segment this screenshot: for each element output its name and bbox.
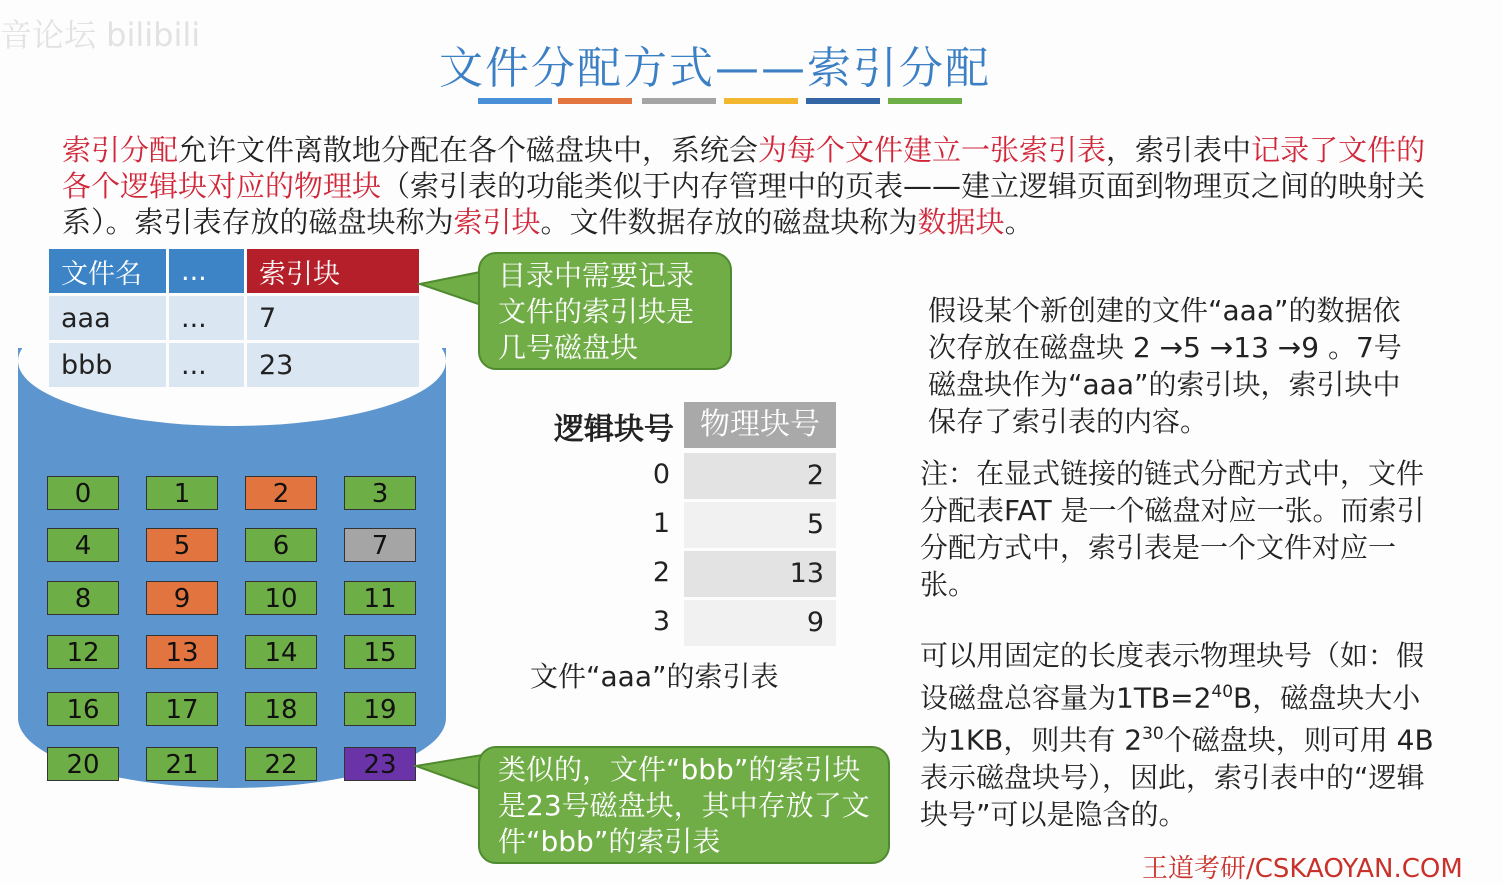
note-fixed-length: 可以用固定的长度表示物理块号（如：假设磁盘总容量为$1TB=2^{40}B$，磁盘块大小为1KB，则共有 $2^{30}$个磁盘块，则可用 4B 表示磁盘块号），因此，索引表中的“逻辑块号”可以是隐含的。 [920, 639, 1434, 831]
disk-block-8: 8 [47, 581, 119, 615]
header-ellipsis: ... [169, 249, 244, 293]
disk-block-4: 4 [47, 528, 119, 562]
disk-block-5: 5 [146, 528, 218, 562]
footer-brand: 王道考研/CSKAOYAN.COM [1142, 854, 1463, 884]
explanation-aaa: 假设某个新创建的文件“aaa”的数据依次存放在磁盘块 2 →5 →13 →9 。7号磁盘块作为“aaa”的索引块，索引块中保存了索引表的内容。 [928, 294, 1402, 438]
disk-block-0: 0 [47, 476, 119, 510]
intro-text: （索引表的功能类似于内存管理中的页表——建立逻辑页面到物理页之间的映射关系）。索引表存放的磁盘块称为 [62, 169, 1426, 239]
intro-highlight: 索引块 [453, 205, 541, 239]
cell-ellipsis: ... [169, 296, 244, 340]
disk-block-20: 20 [47, 747, 119, 781]
index-physical-cell: 9 [684, 600, 836, 646]
table-row [49, 296, 419, 340]
index-header-physical: 物理块号 [684, 402, 836, 448]
index-physical-cell: 2 [684, 453, 836, 499]
intro-highlight: 索引分配 [62, 133, 179, 167]
title-underline-segment [642, 98, 716, 104]
disk-block-7: 7 [344, 528, 416, 562]
intro-highlight: 记录了文件的各个逻辑块对应的物理块 [62, 133, 1426, 203]
disk-block-11: 11 [344, 581, 416, 615]
disk-block-6: 6 [245, 528, 317, 562]
note-fat: 注：在显式链接的链式分配方式中，文件分配表FAT 是一个磁盘对应一张。而索引分配方式中，索引表是一个文件对应一张。 [920, 457, 1425, 601]
disk-block-19: 19 [344, 692, 416, 726]
title-underline-segment [806, 98, 880, 104]
intro-text: 。 [1004, 205, 1034, 239]
disk-block-10: 10 [245, 581, 317, 615]
disk-block-13: 13 [146, 635, 218, 669]
index-physical-cell: 5 [684, 502, 836, 548]
intro-highlight: 为每个文件建立一张索引表 [758, 133, 1107, 167]
callout-bbb: 类似的，文件“bbb”的索引块是23号磁盘块，其中存放了文件“bbb”的索引表 [478, 746, 890, 864]
header-filename: 文件名 [49, 249, 166, 293]
disk-block-22: 22 [245, 747, 317, 781]
disk-block-1: 1 [146, 476, 218, 510]
intro-text: 允许文件离散地分配在各个磁盘块中，系统会 [178, 133, 759, 167]
index-logical-cell: 3 [652, 606, 670, 637]
header-index-block: 索引块 [247, 249, 419, 293]
disk-block-23: 23 [344, 747, 416, 781]
disk-block-16: 16 [47, 692, 119, 726]
table-header-row [49, 249, 419, 293]
intro-paragraph [62, 132, 1442, 240]
index-header-logical: 逻辑块号 [554, 412, 674, 447]
title-underline-segment [558, 98, 632, 104]
intro-highlight: 数据块 [917, 205, 1005, 239]
intro-text: ，索引表中 [1106, 133, 1252, 167]
index-physical-cell: 13 [684, 551, 836, 597]
cell-index-block: 23 [247, 343, 419, 387]
cell-filename: aaa [49, 296, 166, 340]
table-row [49, 343, 419, 387]
cell-filename: bbb [49, 343, 166, 387]
disk-block-17: 17 [146, 692, 218, 726]
disk-block-9: 9 [146, 581, 218, 615]
disk-block-18: 18 [245, 692, 317, 726]
index-logical-cell: 0 [652, 459, 670, 490]
callout-directory: 目录中需要记录文件的索引块是几号磁盘块 [478, 252, 732, 370]
disk-block-21: 21 [146, 747, 218, 781]
disk-block-14: 14 [245, 635, 317, 669]
index-logical-cell: 2 [652, 557, 670, 588]
title-underline-segment [888, 98, 962, 104]
title-underline-segment [478, 98, 552, 104]
cell-index-block: 7 [247, 296, 419, 340]
disk-block-2: 2 [245, 476, 317, 510]
title-underline-segment [724, 98, 798, 104]
cell-ellipsis: ... [169, 343, 244, 387]
disk-block-15: 15 [344, 635, 416, 669]
disk-block-12: 12 [47, 635, 119, 669]
index-table-caption: 文件“aaa”的索引表 [530, 660, 779, 693]
disk-block-3: 3 [344, 476, 416, 510]
index-logical-cell: 1 [652, 508, 670, 539]
watermark: 音论坛 bilibili [0, 16, 201, 54]
slide-title: 文件分配方式——索引分配 [439, 43, 991, 94]
directory-table [46, 246, 422, 390]
intro-text: 。文件数据存放的磁盘块称为 [540, 205, 918, 239]
